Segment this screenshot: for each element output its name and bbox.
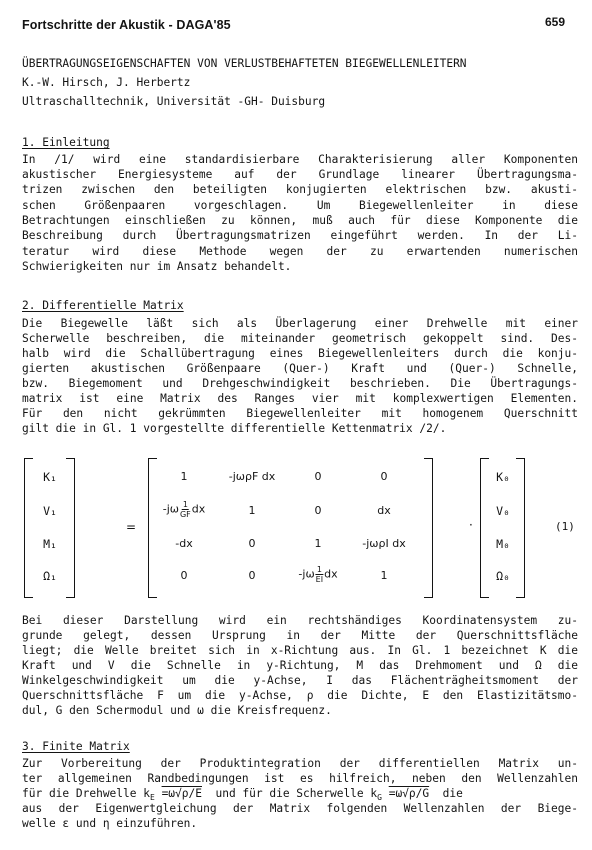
matrix-cell: 0 xyxy=(180,569,188,582)
section-heading: 2. Differentielle Matrix xyxy=(22,299,184,312)
matrix-cell-fraction: -jω $\frac{1}{GF}$ dx xyxy=(162,500,206,519)
matrix-cell: -jωρI dx xyxy=(362,537,406,550)
page-number: 659 xyxy=(545,15,566,29)
vector-entry: K₀ xyxy=(496,470,510,484)
vector-entry: Ω₀ xyxy=(496,569,510,583)
vector-entry: V₀ xyxy=(496,504,510,518)
vector-entry: M₁ xyxy=(43,537,57,551)
paragraph-line: aus der Eigenwertgleichung der Matrix folgenden Wellenzahlen der Biege- xyxy=(22,802,578,815)
right-vector-bracket-close xyxy=(516,458,525,598)
paragraph-line: Scherwelle beschreiben, die miteinander geometrisch gekoppelt sind. Des- xyxy=(22,332,578,345)
paragraph-line: bzw. Biegemoment und Drehgeschwindigkeit beschrieben. Die Übertragungs- xyxy=(22,377,578,390)
matrix-cell: 0 xyxy=(248,569,256,582)
matrix-cell: 0 xyxy=(380,470,388,483)
paragraph-line: schen Größenpaaren vorgeschlagen. Um Biegewellenleiter in diese xyxy=(22,199,578,212)
paragraph-line: Querschnittsfläche F um die y-Achse, ρ die Dichte, E den Elastizitätsmo- xyxy=(22,689,578,702)
matrix-cell: 1 xyxy=(314,537,322,550)
matrix-cell-fraction: -jω $\frac{1}{EI}$ dx xyxy=(298,565,338,584)
vector-entry: Ω₁ xyxy=(43,569,57,583)
left-vector-bracket-open xyxy=(24,458,33,598)
affiliation: Ultraschalltechnik, Universität -GH- Duisburg xyxy=(22,95,326,108)
product-dot: · xyxy=(469,518,473,532)
paragraph-line: dul, G den Schermodul und ω die Kreisfrequenz. xyxy=(22,704,332,717)
vector-entry: M₀ xyxy=(496,537,510,551)
matrix-cell: 0 xyxy=(314,470,322,483)
vector-entry: K₁ xyxy=(43,470,57,484)
paragraph-line: grunde gelegt, dessen Ursprung in der Mitte der Querschnittsfläche xyxy=(22,629,578,642)
matrix-cell: 0 xyxy=(248,537,256,550)
article-title: ÜBERTRAGUNGSEIGENSCHAFTEN VON VERLUSTBEHAFTETEN BIEGEWELLENLEITERN xyxy=(22,57,467,70)
paragraph-line: Winkelgeschwindigkeit um die y-Achse, I das Flächenträgheitsmoment der xyxy=(22,674,578,687)
authors: K.-W. Hirsch, J. Herbertz xyxy=(22,76,191,89)
matrix-bracket-open xyxy=(148,458,157,598)
paragraph-line: Betrachtungen einschließen zu können, muß auch für diese Komponente die xyxy=(22,214,578,227)
matrix-bracket-close xyxy=(424,458,433,598)
paragraph-line: matrix ist eine Matrix des Ranges vier mit komplexwertigen Elementen. xyxy=(22,392,578,405)
section-heading: 1. Einleitung xyxy=(22,136,110,149)
paragraph-line-wavenumbers: für die Drehwelle $k_E =\omega√\rho/E$ und für die Scherwelle $k_G =\omega√\rho/G$ die xyxy=(22,787,463,802)
matrix-cell: 1 xyxy=(380,569,388,582)
paragraph-line: ter allgemeinen Randbedingungen ist es hilfreich, neben den Wellenzahlen xyxy=(22,772,578,785)
paragraph-line: In /1/ wird eine standardisierbare Charakterisierung aller Komponenten xyxy=(22,153,578,166)
running-title: Fortschritte der Akustik - DAGA'85 xyxy=(22,18,231,32)
matrix-cell: -dx xyxy=(175,537,193,550)
matrix-cell: 1 xyxy=(180,470,188,483)
matrix-cell: 1 xyxy=(248,504,256,517)
paragraph-line: liegt; die Welle breitet sich in x-Richtung aus. In Gl. 1 bezeichnet K die xyxy=(22,644,578,657)
paragraph-line: teratur wird diese Methode wegen der zu erwartenden numerischen xyxy=(22,245,578,258)
paragraph-line: gilt die in Gl. 1 vorgestellte differentielle Kettenmatrix /2/. xyxy=(22,422,447,435)
paragraph-line: trizen zwischen den beteiligten konjugierten elektrischen bzw. akusti- xyxy=(22,183,578,196)
right-vector-bracket-open xyxy=(480,458,489,598)
left-vector-bracket-close xyxy=(66,458,75,598)
paragraph-line: welle ε und η einzuführen. xyxy=(22,817,198,830)
matrix-cell: -jωρF dx xyxy=(228,470,276,483)
matrix-cell: dx xyxy=(377,504,391,517)
paragraph-line: Zur Vorbereitung der Produktintegration der differentiellen Matrix un- xyxy=(22,757,578,770)
paragraph-line: Bei dieser Darstellung wird ein rechtshändiges Koordinatensystem zu- xyxy=(22,614,578,627)
paragraph-line: Kraft und V die Schnelle in y-Richtung, M das Drehmoment und Ω die xyxy=(22,659,578,672)
paragraph-line: halb wird die Schallübertragung eines Biegewellenleiters durch die konju- xyxy=(22,347,578,360)
paragraph-line: Für den nicht gekrümmten Biegewellenleiter mit homogenem Querschnitt xyxy=(22,407,578,420)
paragraph-line: Beschreibung durch Übertragungsmatrizen eingeführt werden. In der Li- xyxy=(22,229,578,242)
equation-number: (1) xyxy=(555,520,575,533)
paragraph-line: gierten akustischen Größenpaare (Quer-) Kraft und (Quer-) Schnelle, xyxy=(22,362,578,375)
vector-entry: V₁ xyxy=(43,504,57,518)
section-heading: 3. Finite Matrix xyxy=(22,740,130,753)
paragraph-line: akustischer Energiesysteme auf der Grundlage linearer Übertragungsma- xyxy=(22,168,578,181)
equals-sign: = xyxy=(126,520,137,534)
paragraph-line: Die Biegewelle läßt sich als Überlagerung einer Drehwelle mit einer xyxy=(22,317,578,330)
matrix-equation xyxy=(22,458,578,596)
matrix-cell: 0 xyxy=(314,504,322,517)
paragraph-line: Schwierigkeiten nur im Ansatz behandelt. xyxy=(22,260,292,273)
